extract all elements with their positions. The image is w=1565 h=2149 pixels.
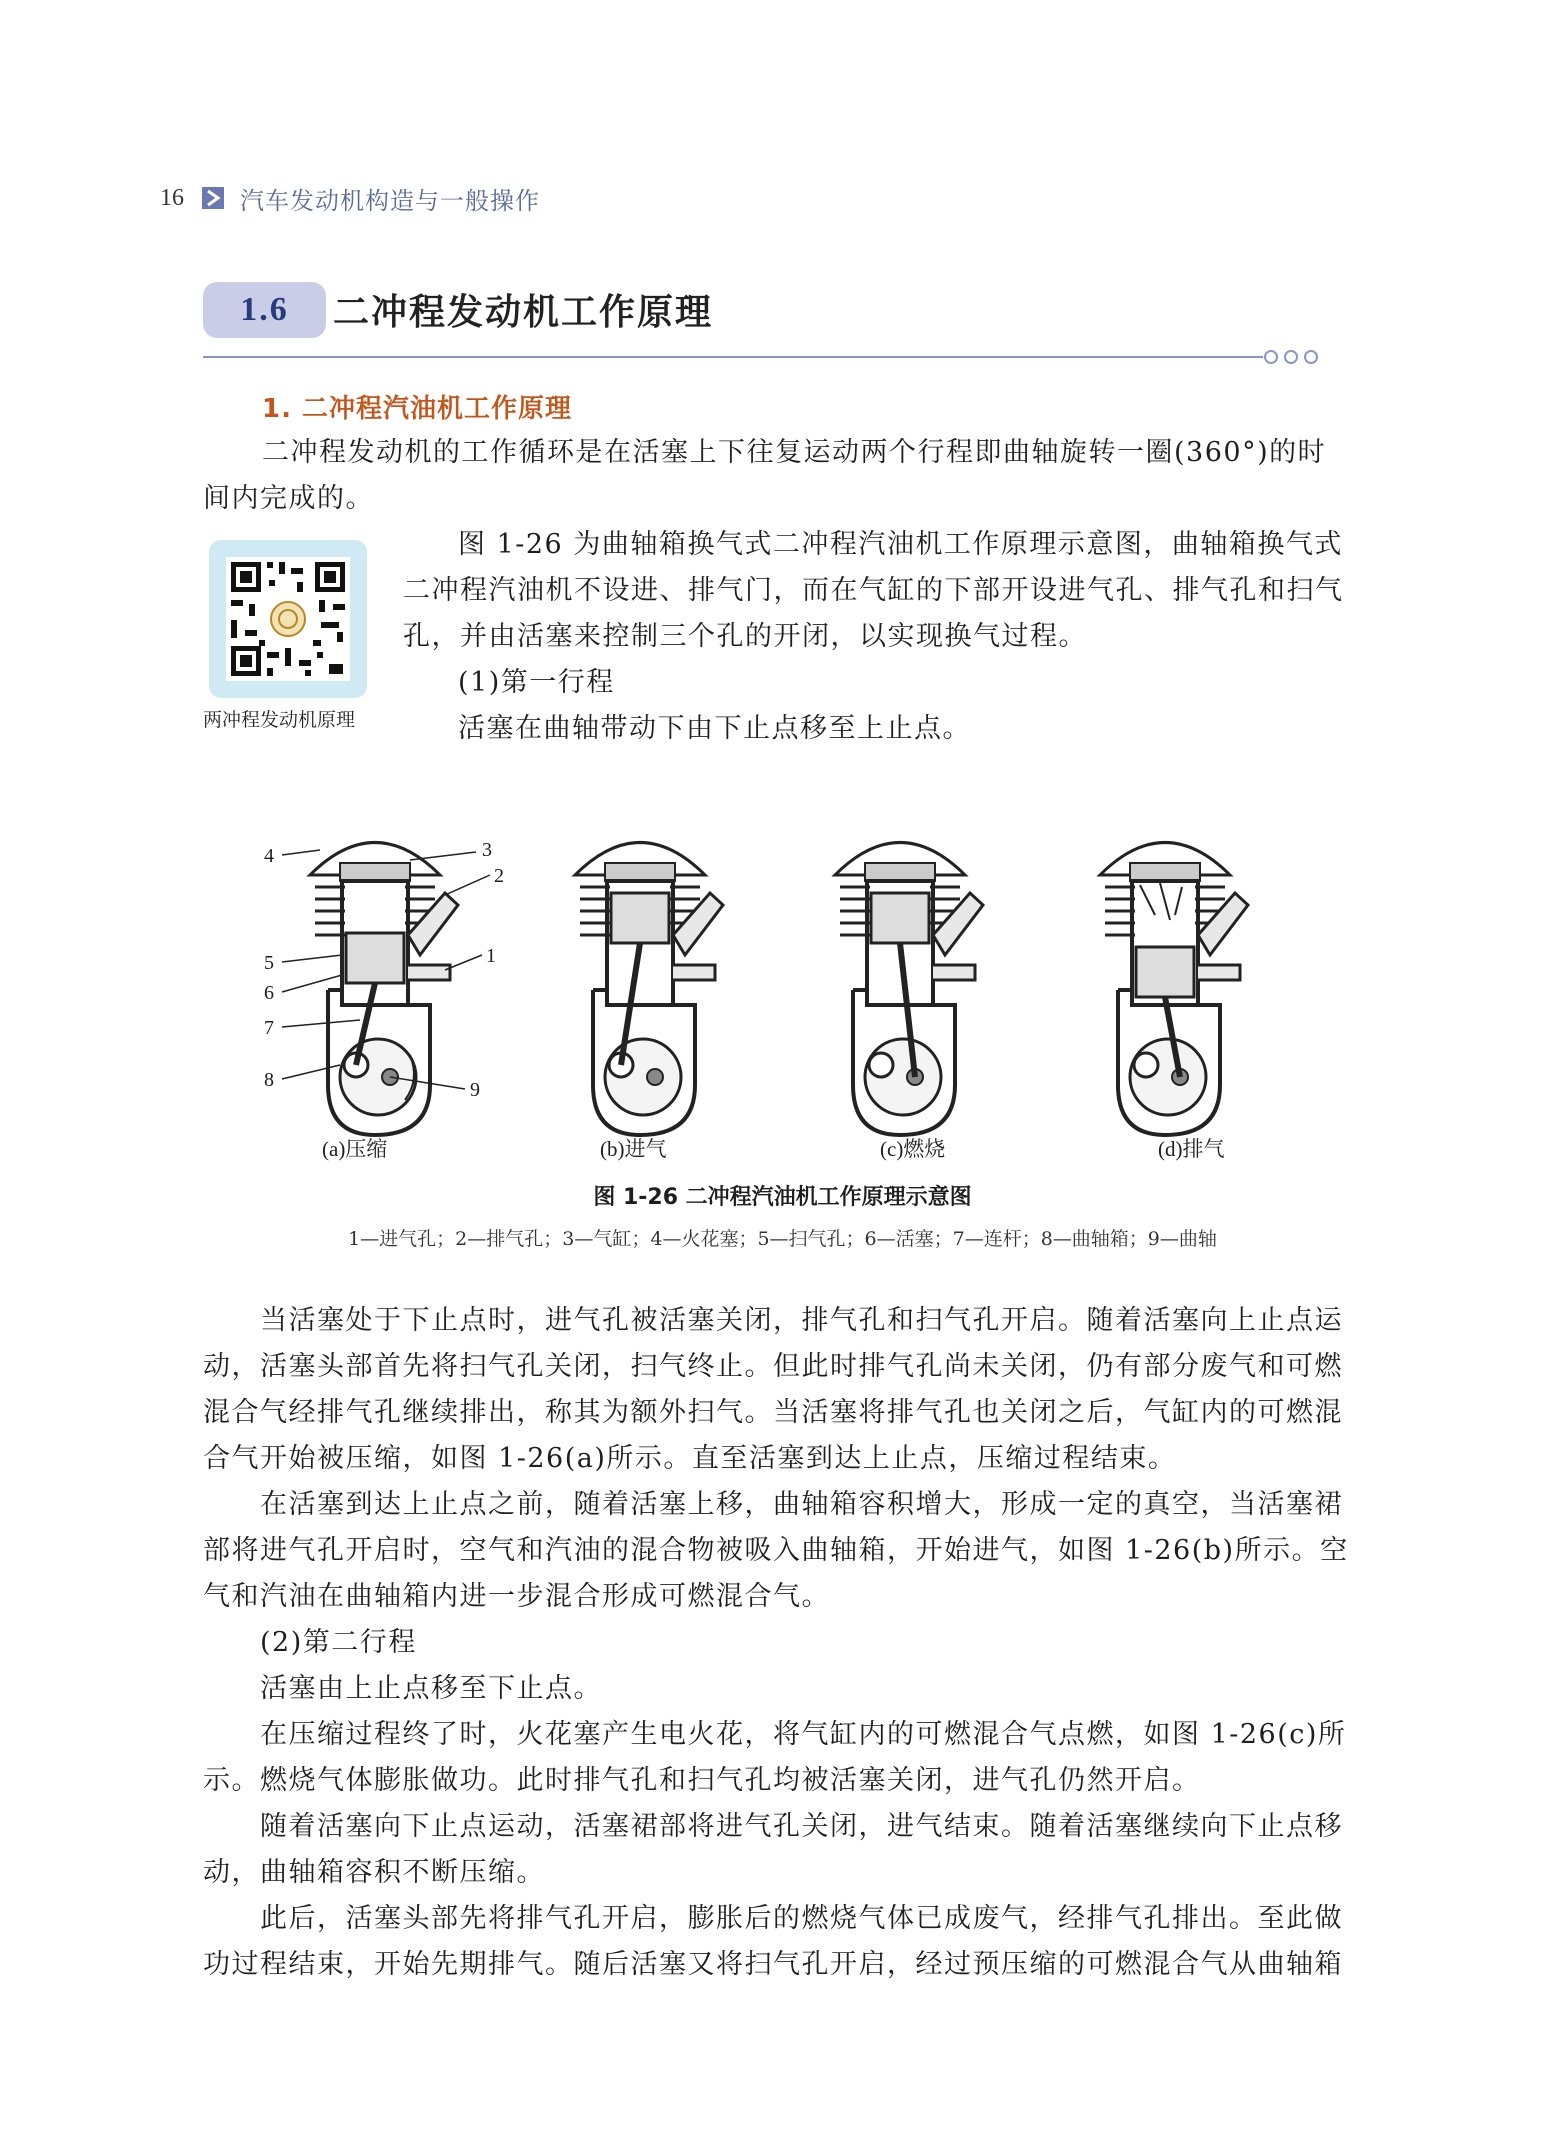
subfigure-label: (b)进气 [600,1137,667,1161]
paragraph-line: 气和汽油在曲轴箱内进一步混合形成可燃混合气。 [203,1581,830,1612]
qr-code-icon [209,540,367,698]
section-title: 二冲程发动机工作原理 [333,292,714,333]
stroke-heading: (2)第二行程 [260,1627,417,1658]
paragraph: 二冲程发动机的工作循环是在活塞上下往复运动两个行程即曲轴旋转一圈(360°)的时 [262,437,1327,468]
engine-figure [260,795,1290,1165]
subfigure-label: (c)燃烧 [880,1137,946,1161]
paragraph: 二冲程汽油机不设进、排气门，而在气缸的下部开设进气孔、排气孔和扫气 [403,575,1344,606]
paragraph-line: 功过程结束，开始先期排气。随后活塞又将扫气孔开启，经过预压缩的可燃混合气从曲轴箱 [203,1949,1343,1980]
paragraph-line: 活塞由上止点移至下止点。 [260,1673,602,1704]
page-number: 16 [160,184,184,211]
body-text [203,1298,1378,1988]
paragraph-line: 合气开始被压缩，如图 1-26(a)所示。直至活塞到达上止点，压缩过程结束。 [203,1443,1177,1474]
subfigure-label: (d)排气 [1158,1137,1225,1161]
paragraph-line: 此后，活塞头部先将排气孔开启，膨胀后的燃烧气体已成废气，经排气孔排出。至此做 [260,1903,1343,1934]
paragraph: 活塞在曲轴带动下由下止点移至上止点。 [458,713,971,744]
paragraph-line: 示。燃烧气体膨胀做功。此时排气孔和扫气孔均被活塞关闭，进气孔仍然开启。 [203,1765,1201,1796]
section-divider [203,350,1321,364]
paragraph-line: 混合气经排气孔继续排出，称其为额外扫气。当活塞将排气孔也关闭之后，气缸内的可燃混 [203,1397,1343,1428]
subsection-title: 1. 二冲程汽油机工作原理 [262,394,573,424]
book-title: 汽车发动机构造与一般操作 [240,186,540,215]
paragraph-line: 在活塞到达上止点之前，随着活塞上移，曲轴箱容积增大，形成一定的真空，当活塞裙 [260,1489,1343,1520]
callout-number: 1 [486,945,496,967]
paragraph: 孔，并由活塞来控制三个孔的开闭，以实现换气过程。 [403,621,1087,652]
section-number-badge: 1.6 [203,282,326,338]
paragraph: 间内完成的。 [203,483,374,514]
paragraph-line: 动，曲轴箱容积不断压缩。 [203,1857,545,1888]
callout-number: 9 [470,1079,480,1101]
qr-caption: 两冲程发动机原理 [203,709,356,731]
callout-number: 7 [264,1017,274,1039]
paragraph-line: 动，活塞头部首先将扫气孔关闭，扫气终止。但此时排气孔尚未关闭，仍有部分废气和可燃 [203,1351,1343,1382]
running-header [160,178,540,218]
callout-number: 5 [264,952,274,974]
engine-diagram [260,795,1290,1165]
callout-number: 3 [482,839,492,861]
paragraph-line: 当活塞处于下止点时，进气孔被活塞关闭，排气孔和扫气孔开启。随着活塞向上止点运 [260,1305,1343,1336]
callout-number: 4 [264,845,274,867]
qr-code[interactable] [209,540,367,698]
chevron-right-icon [202,187,224,209]
paragraph-line: 在压缩过程终了时，火花塞产生电火花，将气缸内的可燃混合气点燃，如图 1-26(c)所 [260,1719,1347,1750]
callout-number: 6 [264,982,274,1004]
paragraph: 图 1-26 为曲轴箱换气式二冲程汽油机工作原理示意图，曲轴箱换气式 [458,529,1343,560]
subfigure-label: (a)压缩 [322,1137,388,1161]
figure-caption: 图 1-26 二冲程汽油机工作原理示意图 [593,1185,972,1210]
paragraph-line: 随着活塞向下止点运动，活塞裙部将进气孔关闭，进气结束。随着活塞继续向下止点移 [260,1811,1343,1842]
callout-number: 2 [494,865,504,887]
stroke-heading: (1)第一行程 [458,667,615,698]
figure-legend: 1—进气孔；2—排气孔；3—气缸；4—火花塞；5—扫气孔；6—活塞；7—连杆；8—曲轴箱；9—曲轴 [348,1228,1217,1250]
paragraph-line: 部将进气孔开启时，空气和汽油的混合物被吸入曲轴箱，开始进气，如图 1-26(b)所示。空 [203,1535,1349,1566]
callout-number: 8 [264,1069,274,1091]
